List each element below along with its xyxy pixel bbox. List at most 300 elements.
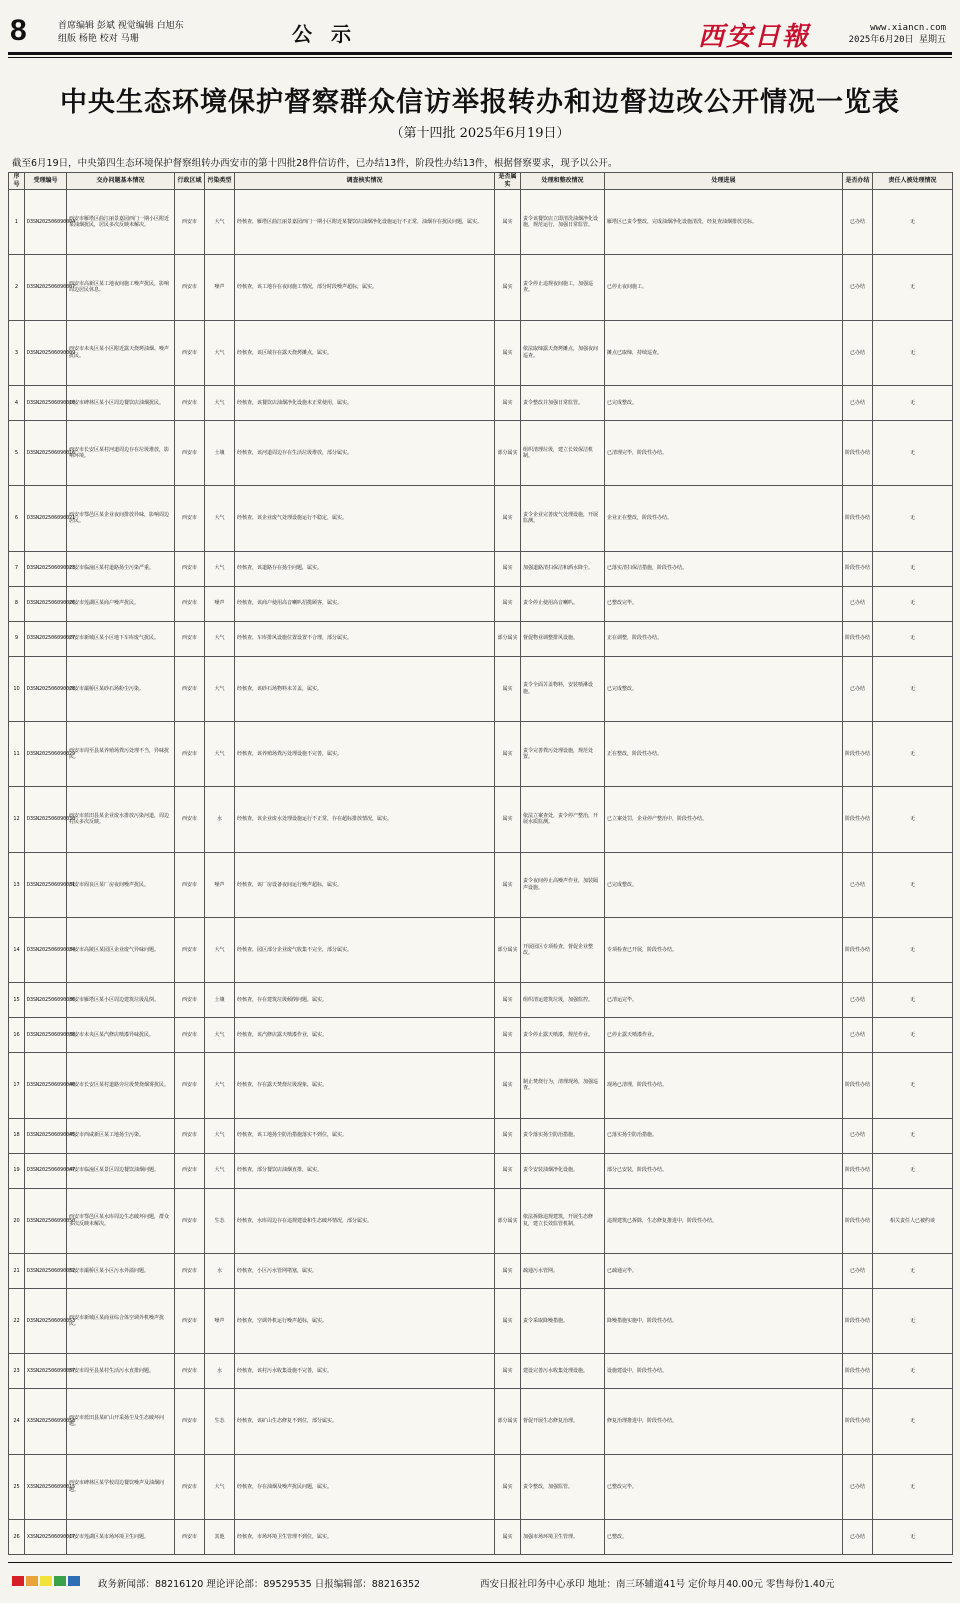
row-number: 24: [9, 1389, 25, 1454]
investigation-result: 经核查，该商户使用高音喇叭招揽顾客，属实。: [235, 586, 495, 621]
investigation-result: 经核查，存在建筑垃圾倾倒问题，属实。: [235, 983, 495, 1018]
accountability: 无: [873, 1519, 953, 1554]
verified-status: 属实: [495, 983, 521, 1018]
progress-detail: 已落实扬尘防治措施。: [605, 1118, 843, 1153]
accountability: 无: [873, 1454, 953, 1519]
issue-summary: 西安市蓝田县某企业废水排放污染河道，周边村民多次反映。: [67, 787, 175, 852]
region: 西安市: [175, 255, 205, 320]
region: 西安市: [175, 486, 205, 551]
pollution-type: 大气: [205, 1018, 235, 1053]
progress-detail: 已落实清扫保洁措施，阶段性办结。: [605, 551, 843, 586]
closure-status: 阶段性办结: [843, 420, 873, 485]
handling-measures: 疏通污水管网。: [521, 1253, 605, 1288]
verified-status: 属实: [495, 1118, 521, 1153]
pollution-type: 噪声: [205, 255, 235, 320]
progress-detail: 现场已清理，阶段性办结。: [605, 1053, 843, 1118]
progress-detail: 已停止夜间施工。: [605, 255, 843, 320]
receipt-id: D3SN202506090007: [25, 255, 67, 320]
progress-detail: 已清运完毕。: [605, 983, 843, 1018]
region: 西安市: [175, 1454, 205, 1519]
column-header: 序号: [9, 173, 25, 190]
receipt-id: D3SN202506090009: [25, 320, 67, 385]
receipt-id: D3SN202506090034: [25, 917, 67, 982]
investigation-result: 经核查，该河道周边存在生活垃圾堆放，部分属实。: [235, 420, 495, 485]
investigation-result: 经核查，该矿山生态修复不到位，部分属实。: [235, 1389, 495, 1454]
handling-measures: 责令采取降噪措施。: [521, 1288, 605, 1353]
progress-detail: 降噪措施实施中，阶段性办结。: [605, 1288, 843, 1353]
page-number: 8: [10, 14, 27, 47]
receipt-id: X3SN202506090015: [25, 1454, 67, 1519]
accountability: 无: [873, 852, 953, 917]
issue-summary: 西安市莲湖区某市场环境卫生问题。: [67, 1519, 175, 1554]
issue-summary: 西安市长安区某村道路旁垃圾焚烧烟雾扰民。: [67, 1053, 175, 1118]
verified-status: 部分属实: [495, 420, 521, 485]
progress-detail: 摊点已取缔，持续巡查。: [605, 320, 843, 385]
color-bar: [12, 1576, 24, 1586]
report-table: [8, 172, 953, 1555]
accountability: 无: [873, 1118, 953, 1153]
investigation-result: 经核查，该工地扬尘防治措施落实不到位，属实。: [235, 1118, 495, 1153]
region: 西安市: [175, 1389, 205, 1454]
row-number: 25: [9, 1454, 25, 1519]
pollution-type: 大气: [205, 721, 235, 786]
accountability: 无: [873, 551, 953, 586]
region: 西安市: [175, 1519, 205, 1554]
intro-text: 截至6月19日，中央第四生态环境保护督察组转办西安市的第十四批28件信访件，已办结13件，阶段性办结13件，根据督察要求，现予以公开。: [12, 158, 618, 169]
handling-measures: 责令全面苫盖物料，安装喷淋设施。: [521, 656, 605, 721]
accountability: 无: [873, 486, 953, 551]
color-registration-bars: [12, 1576, 82, 1586]
verified-status: 属实: [495, 486, 521, 551]
closure-status: 已办结: [843, 586, 873, 621]
progress-detail: 已立案处罚，企业停产整治中，阶段性办结。: [605, 787, 843, 852]
table-header: [9, 173, 953, 190]
handling-measures: 责令整改并加强日常监管。: [521, 385, 605, 420]
issue-date: 2025年6月20日 星期五: [848, 35, 946, 45]
receipt-id: X3SN202506090057: [25, 1354, 67, 1389]
accountability: 无: [873, 420, 953, 485]
row-number: 13: [9, 852, 25, 917]
handling-measures: 组织清运建筑垃圾，加强监控。: [521, 983, 605, 1018]
region: 西安市: [175, 983, 205, 1018]
receipt-id: D3SN202506090052: [25, 1253, 67, 1288]
issue-summary: 西安市灞桥区某小区污水外溢问题。: [67, 1253, 175, 1288]
region: 西安市: [175, 621, 205, 656]
receipt-id: D3SN202506090050: [25, 1188, 67, 1253]
table-row: [9, 983, 953, 1018]
verified-status: 属实: [495, 1018, 521, 1053]
progress-detail: 已整改完毕。: [605, 1454, 843, 1519]
progress-detail: 已完成整改。: [605, 656, 843, 721]
table-row: [9, 1253, 953, 1288]
region: 西安市: [175, 1118, 205, 1153]
row-number: 22: [9, 1288, 25, 1353]
footer-rule: [8, 1562, 952, 1563]
handling-measures: 责令整改，加强监管。: [521, 1454, 605, 1519]
region: 西安市: [175, 721, 205, 786]
row-number: 12: [9, 787, 25, 852]
accountability: 无: [873, 983, 953, 1018]
pollution-type: 水: [205, 1354, 235, 1389]
issue-summary: 西安市高新区某工地夜间施工噪声扰民，影响周边居民休息。: [67, 255, 175, 320]
region: 西安市: [175, 1018, 205, 1053]
region: 西安市: [175, 656, 205, 721]
accountability: 无: [873, 586, 953, 621]
verified-status: 属实: [495, 787, 521, 852]
receipt-id: D3SN202506090004: [25, 190, 67, 255]
issue-summary: 西安市雁塔区曲江丽景嘉园西门一期小区附近某油烟扰民，居民多次反映未解决。: [67, 190, 175, 255]
region: 西安市: [175, 1253, 205, 1288]
receipt-id: D3SN202506090026: [25, 586, 67, 621]
table-row: [9, 486, 953, 551]
verified-status: 属实: [495, 1253, 521, 1288]
verified-status: 部分属实: [495, 1188, 521, 1253]
table-row: [9, 586, 953, 621]
editors-line-2: 组版 杨艳 校对 马珊: [58, 34, 139, 44]
verified-status: 部分属实: [495, 621, 521, 656]
verified-status: 属实: [495, 1053, 521, 1118]
table-row: [9, 917, 953, 982]
investigation-result: 经核查，该工地存在夜间施工情况，部分时段噪声超标，属实。: [235, 255, 495, 320]
row-number: 6: [9, 486, 25, 551]
investigation-result: 经核查，该砂石场物料未苫盖，属实。: [235, 656, 495, 721]
table-row: [9, 1118, 953, 1153]
issue-summary: 西安市周至县某村生活污水直排问题。: [67, 1354, 175, 1389]
closure-status: 阶段性办结: [843, 621, 873, 656]
progress-detail: 已整改完毕。: [605, 586, 843, 621]
receipt-id: D3SN202506090016: [25, 420, 67, 485]
issue-summary: 西安市鄠邑区某企业夜间排放异味，影响周边居民。: [67, 486, 175, 551]
issue-summary: 西安市鄠邑区某水库周边生态破坏问题，群众多次反映未解决。: [67, 1188, 175, 1253]
accountability: 无: [873, 190, 953, 255]
issue-summary: 西安市碑林区某学校周边餐饮噪声及油烟问题。: [67, 1454, 175, 1519]
region: 西安市: [175, 1053, 205, 1118]
receipt-id: D3SN202506090010: [25, 385, 67, 420]
verified-status: 属实: [495, 586, 521, 621]
masthead-rule: [8, 52, 952, 55]
receipt-id: D3SN202506090053: [25, 1288, 67, 1353]
verified-status: 属实: [495, 385, 521, 420]
table-row: [9, 1018, 953, 1053]
issue-summary: 西安市灞桥区某砂石场粉尘污染。: [67, 656, 175, 721]
progress-detail: 已完成整改。: [605, 852, 843, 917]
table-row: [9, 1053, 953, 1118]
receipt-id: D3SN202506090047: [25, 1153, 67, 1188]
accountability: 无: [873, 656, 953, 721]
closure-status: 已办结: [843, 385, 873, 420]
accountability: 无: [873, 385, 953, 420]
handling-measures: 责令完善粪污处理设施，规范处置。: [521, 721, 605, 786]
issue-summary: 西安市临潼区某景区周边餐饮油烟问题。: [67, 1153, 175, 1188]
color-bar: [40, 1576, 52, 1586]
closure-status: 阶段性办结: [843, 787, 873, 852]
investigation-result: 经核查，该企业废水处理设施运行不正常，存在超标排放情况，属实。: [235, 787, 495, 852]
receipt-id: D3SN202506090027: [25, 621, 67, 656]
closure-status: 阶段性办结: [843, 551, 873, 586]
accountability: 无: [873, 1018, 953, 1053]
accountability: 无: [873, 320, 953, 385]
footer-printer-info: 西安日报社印务中心承印 地址：南三环辅道41号 定价每月40.00元 零售每份1.40元: [480, 1579, 835, 1590]
progress-detail: 已完成整改。: [605, 385, 843, 420]
table-row: [9, 1188, 953, 1253]
receipt-id: D3SN202506090028: [25, 656, 67, 721]
investigation-result: 经核查，空调外机运行噪声超标，属实。: [235, 1288, 495, 1353]
receipt-id: D3SN202506090029: [25, 721, 67, 786]
region: 西安市: [175, 1188, 205, 1253]
verified-status: 属实: [495, 1454, 521, 1519]
verified-status: 属实: [495, 1153, 521, 1188]
handling-measures: 制止焚烧行为，清理现场，加强巡查。: [521, 1053, 605, 1118]
pollution-type: 大气: [205, 1153, 235, 1188]
verified-status: 属实: [495, 320, 521, 385]
pollution-type: 生态: [205, 1188, 235, 1253]
investigation-result: 经核查，该区域存在露天烧烤摊点，属实。: [235, 320, 495, 385]
handling-measures: 责令安装油烟净化设施。: [521, 1153, 605, 1188]
pollution-type: 大气: [205, 190, 235, 255]
masthead-rule-thin: [8, 57, 952, 58]
progress-detail: 正在整改，阶段性办结。: [605, 721, 843, 786]
issue-summary: 西安市周至县某养殖场粪污处理不当，异味扰民。: [67, 721, 175, 786]
region: 西安市: [175, 787, 205, 852]
investigation-result: 经核查，水库周边存在违规建设和生态破坏情况，部分属实。: [235, 1188, 495, 1253]
verified-status: 属实: [495, 721, 521, 786]
pollution-type: 大气: [205, 385, 235, 420]
color-bar: [68, 1576, 80, 1586]
progress-detail: 已整改。: [605, 1519, 843, 1554]
pollution-type: 土壤: [205, 420, 235, 485]
closure-status: 阶段性办结: [843, 721, 873, 786]
row-number: 10: [9, 656, 25, 721]
handling-measures: 建设完善污水收集处理设施。: [521, 1354, 605, 1389]
table-row: [9, 1153, 953, 1188]
pollution-type: 大气: [205, 917, 235, 982]
column-header: 处理进展: [605, 173, 843, 190]
row-number: 5: [9, 420, 25, 485]
investigation-result: 经核查，存在油烟及噪声扰民问题，属实。: [235, 1454, 495, 1519]
row-number: 7: [9, 551, 25, 586]
column-header: 是否属实: [495, 173, 521, 190]
handling-measures: 责令夜间停止高噪声作业，加装隔声设施。: [521, 852, 605, 917]
region: 西安市: [175, 917, 205, 982]
row-number: 23: [9, 1354, 25, 1389]
closure-status: 阶段性办结: [843, 1389, 873, 1454]
pollution-type: 水: [205, 1253, 235, 1288]
verified-status: 属实: [495, 1354, 521, 1389]
investigation-result: 经核查，部分餐饮店油烟直排，属实。: [235, 1153, 495, 1188]
row-number: 4: [9, 385, 25, 420]
handling-measures: 依法拆除违规建筑，开展生态修复，建立长效监管机制。: [521, 1188, 605, 1253]
row-number: 19: [9, 1153, 25, 1188]
column-header: 调查核实情况: [235, 173, 495, 190]
verified-status: 属实: [495, 190, 521, 255]
newspaper-logo: 西安日報: [698, 22, 811, 52]
closure-status: 阶段性办结: [843, 1288, 873, 1353]
pollution-type: 噪声: [205, 852, 235, 917]
row-number: 21: [9, 1253, 25, 1288]
receipt-id: D3SN202506090045: [25, 1118, 67, 1153]
issue-summary: 西安市新城区某商业综合体空调外机噪声扰民。: [67, 1288, 175, 1353]
issue-summary: 西安市阎良区某厂房夜间噪声扰民。: [67, 852, 175, 917]
issue-summary: 西安市高陵区某园区企业废气异味问题。: [67, 917, 175, 982]
verified-status: 部分属实: [495, 1389, 521, 1454]
pollution-type: 大气: [205, 1053, 235, 1118]
handling-measures: 加强市场环境卫生管理。: [521, 1519, 605, 1554]
site-url[interactable]: www.xiancn.com: [870, 23, 946, 33]
table-row: [9, 551, 953, 586]
accountability: 无: [873, 787, 953, 852]
issue-summary: 西安市未央区某小区附近露天烧烤油烟、噪声扰民。: [67, 320, 175, 385]
closure-status: 已办结: [843, 1253, 873, 1288]
region: 西安市: [175, 586, 205, 621]
pollution-type: 土壤: [205, 983, 235, 1018]
investigation-result: 经核查，雁塔区曲江丽景嘉园西门一期小区附近某餐饮店油烟净化设施运行不正常，油烟存在扰民问题，属实。: [235, 190, 495, 255]
closure-status: 阶段性办结: [843, 1153, 873, 1188]
receipt-id: D3SN202506090040: [25, 1053, 67, 1118]
handling-measures: 责令停止违规夜间施工，加强巡查。: [521, 255, 605, 320]
handling-measures: 组织清理垃圾，建立长效保洁机制。: [521, 420, 605, 485]
region: 西安市: [175, 320, 205, 385]
handling-measures: 督促开展生态修复治理。: [521, 1389, 605, 1454]
accountability: 无: [873, 917, 953, 982]
pollution-type: 噪声: [205, 586, 235, 621]
receipt-id: D3SN202506090021: [25, 486, 67, 551]
region: 西安市: [175, 385, 205, 420]
accountability: 无: [873, 1253, 953, 1288]
investigation-result: 经核查，小区污水管网堵塞，属实。: [235, 1253, 495, 1288]
site-and-date: [849, 22, 946, 46]
pollution-type: 水: [205, 787, 235, 852]
handling-measures: 开展园区专项检查，督促企业整改。: [521, 917, 605, 982]
investigation-result: 经核查，存在露天焚烧垃圾现象，属实。: [235, 1053, 495, 1118]
table-row: [9, 656, 953, 721]
row-number: 15: [9, 983, 25, 1018]
handling-measures: 责令停止使用高音喇叭。: [521, 586, 605, 621]
accountability: 无: [873, 1288, 953, 1353]
row-number: 26: [9, 1519, 25, 1554]
investigation-result: 经核查，该汽修店露天喷漆作业，属实。: [235, 1018, 495, 1053]
color-bar: [26, 1576, 38, 1586]
handling-measures: 责令该餐饮店立即清洗油烟净化设施，规范运行，加强日常监管。: [521, 190, 605, 255]
progress-detail: 雁塔区已责令整改，完成油烟净化设施清洗，经复查油烟排放达标。: [605, 190, 843, 255]
issue-summary: 西安市西咸新区某工地扬尘污染。: [67, 1118, 175, 1153]
closure-status: 已办结: [843, 320, 873, 385]
table-row: [9, 1354, 953, 1389]
investigation-result: 经核查，该村污水收集设施不完善，属实。: [235, 1354, 495, 1389]
row-number: 17: [9, 1053, 25, 1118]
progress-detail: 设施建设中，阶段性办结。: [605, 1354, 843, 1389]
editors-credit: [58, 20, 184, 46]
receipt-id: D3SN202506090023: [25, 551, 67, 586]
receipt-id: D3SN202506090030: [25, 787, 67, 852]
closure-status: 已办结: [843, 656, 873, 721]
closure-status: 已办结: [843, 255, 873, 320]
closure-status: 已办结: [843, 1454, 873, 1519]
pollution-type: 大气: [205, 1454, 235, 1519]
table-row: [9, 1288, 953, 1353]
issue-summary: 西安市碑林区某小区周边餐饮店油烟扰民。: [67, 385, 175, 420]
verified-status: 属实: [495, 551, 521, 586]
closure-status: 阶段性办结: [843, 1188, 873, 1253]
receipt-id: D3SN202506090038: [25, 1018, 67, 1053]
column-header: 交办问题基本情况: [67, 173, 175, 190]
accountability: 无: [873, 1053, 953, 1118]
closure-status: 阶段性办结: [843, 486, 873, 551]
progress-detail: 部分已安装，阶段性办结。: [605, 1153, 843, 1188]
region: 西安市: [175, 1354, 205, 1389]
closure-status: 已办结: [843, 1519, 873, 1554]
table-row: [9, 787, 953, 852]
region: 西安市: [175, 852, 205, 917]
row-number: 14: [9, 917, 25, 982]
column-header: 污染类型: [205, 173, 235, 190]
table-row: [9, 1519, 953, 1554]
investigation-result: 经核查，该道路存在扬尘问题，属实。: [235, 551, 495, 586]
accountability: 无: [873, 1389, 953, 1454]
page-title: 中央生态环境保护督察群众信访举报转办和边督边改公开情况一览表: [60, 87, 900, 118]
handling-measures: 责令落实扬尘防治措施。: [521, 1118, 605, 1153]
verified-status: 属实: [495, 1519, 521, 1554]
row-number: 3: [9, 320, 25, 385]
accountability: 无: [873, 621, 953, 656]
table-row: [9, 320, 953, 385]
verified-status: 属实: [495, 656, 521, 721]
issue-summary: 西安市蓝田县某矿山开采扬尘及生态破坏问题。: [67, 1389, 175, 1454]
editors-line-1: 首席编辑 彭斌 视觉编辑 白旭东: [58, 21, 184, 31]
progress-detail: 修复治理推进中，阶段性办结。: [605, 1389, 843, 1454]
verified-status: 属实: [495, 852, 521, 917]
closure-status: 已办结: [843, 1018, 873, 1053]
progress-detail: 已清理完毕，阶段性办结。: [605, 420, 843, 485]
region: 西安市: [175, 190, 205, 255]
pollution-type: 大气: [205, 551, 235, 586]
row-number: 2: [9, 255, 25, 320]
column-header: 行政区域: [175, 173, 205, 190]
accountability: 相关责任人已被约谈: [873, 1188, 953, 1253]
pollution-type: 大气: [205, 1118, 235, 1153]
row-number: 9: [9, 621, 25, 656]
handling-measures: 督促物业调整排风设施。: [521, 621, 605, 656]
progress-detail: 正在调整，阶段性办结。: [605, 621, 843, 656]
column-header: 处理和整改情况: [521, 173, 605, 190]
row-number: 1: [9, 190, 25, 255]
region: 西安市: [175, 551, 205, 586]
column-header: 是否办结: [843, 173, 873, 190]
progress-detail: 已停止露天喷漆作业。: [605, 1018, 843, 1053]
investigation-result: 经核查，该养殖场粪污处理设施不完善，属实。: [235, 721, 495, 786]
investigation-result: 经核查，市场环境卫生管理不到位，属实。: [235, 1519, 495, 1554]
table-row: [9, 1389, 953, 1454]
table-row: [9, 420, 953, 485]
handling-measures: 责令企业完善废气处理设施，开展监测。: [521, 486, 605, 551]
closure-status: 已办结: [843, 190, 873, 255]
handling-measures: 责令停止露天喷漆，规范作业。: [521, 1018, 605, 1053]
table-row: [9, 721, 953, 786]
accountability: 无: [873, 1153, 953, 1188]
handling-measures: 依法取缔露天烧烤摊点，加强夜间巡查。: [521, 320, 605, 385]
investigation-result: 经核查，园区部分企业废气收集不完全，部分属实。: [235, 917, 495, 982]
pollution-type: 大气: [205, 656, 235, 721]
color-bar: [54, 1576, 66, 1586]
receipt-id: X3SN202506090058: [25, 1389, 67, 1454]
investigation-result: 经核查，车库排风设施位置设置不合理，部分属实。: [235, 621, 495, 656]
pollution-type: 大气: [205, 486, 235, 551]
investigation-result: 经核查，该餐饮店油烟净化设施未正常使用，属实。: [235, 385, 495, 420]
row-number: 18: [9, 1118, 25, 1153]
row-number: 16: [9, 1018, 25, 1053]
table-row: [9, 190, 953, 255]
pollution-type: 大气: [205, 621, 235, 656]
row-number: 8: [9, 586, 25, 621]
